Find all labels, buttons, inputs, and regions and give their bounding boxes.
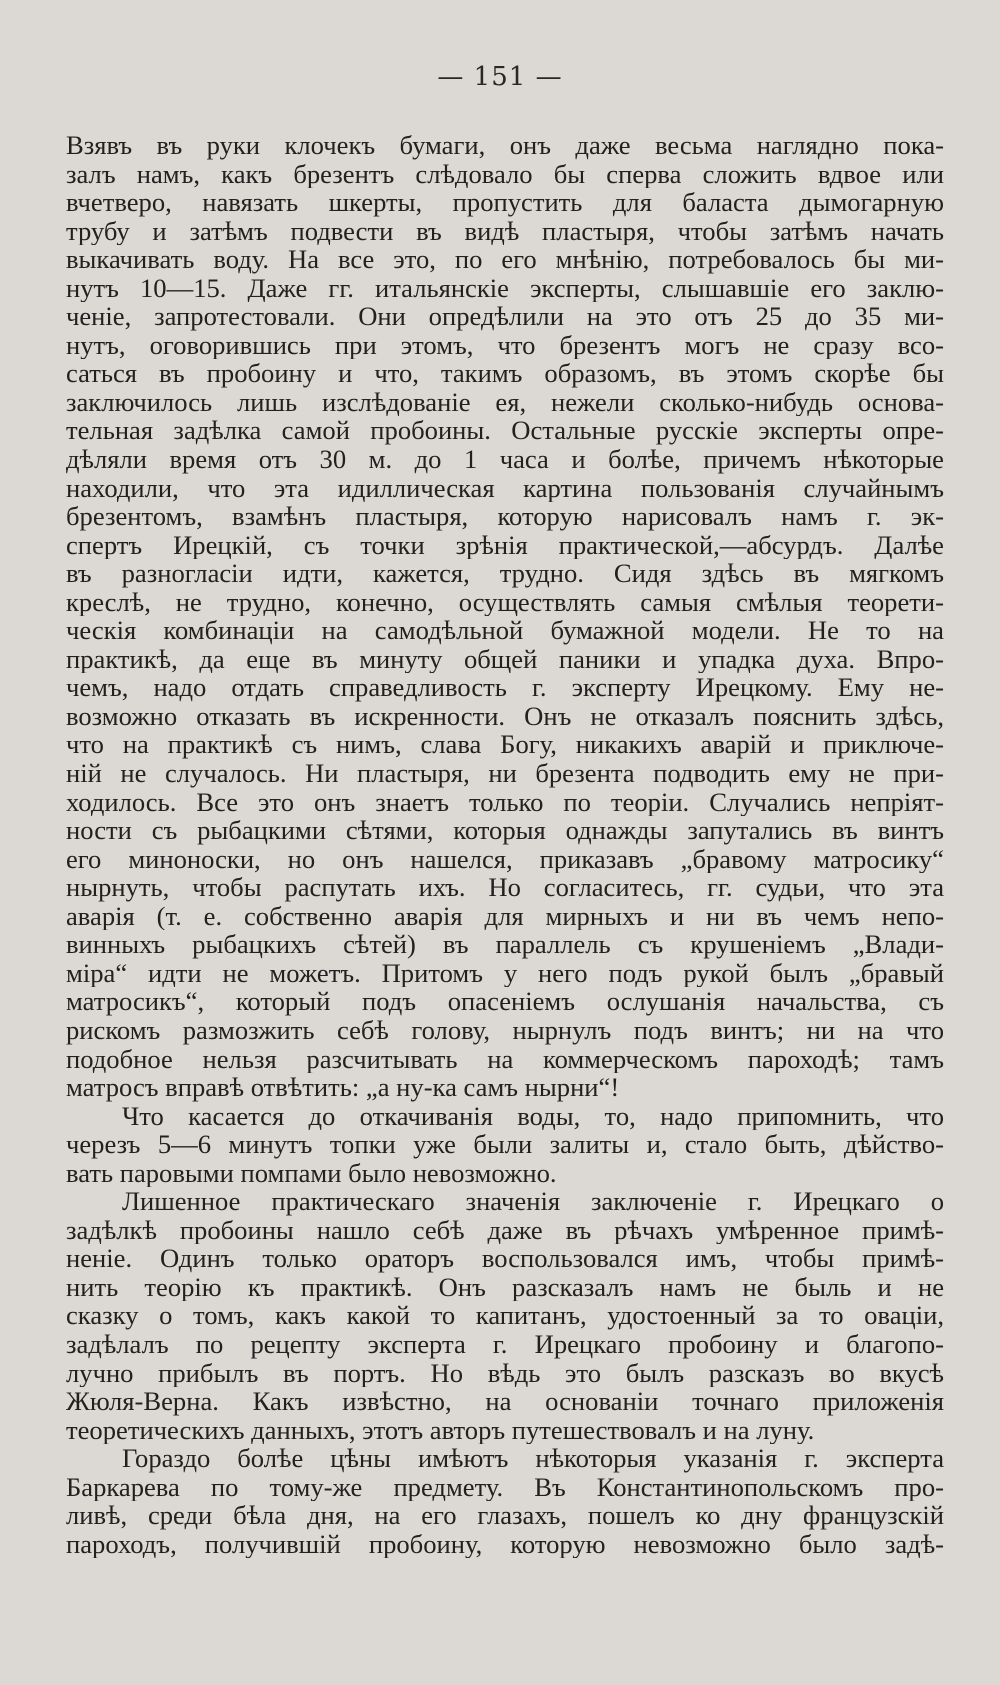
text-line: выкачивать воду. На все это, по его мнѣнію, потребовалось бы ми-: [66, 245, 944, 274]
text-line: задѣлкѣ пробоины нашло себѣ даже въ рѣчахъ умѣренное примѣ-: [66, 1215, 944, 1245]
text-line: ливѣ, среди бѣла дня, на его глазахъ, пошелъ ко дну французскій: [66, 1501, 944, 1530]
text-line: чемъ, надо отдать справедливость г. эксперту Ирецкому. Ему не-: [66, 673, 944, 702]
text-line: въ разногласіи идти, кажется, трудно. Сидя здѣсь въ мягкомъ: [66, 559, 944, 588]
text-line: черезъ 5—6 минутъ топки уже были залиты и, стало быть, дѣйство-: [66, 1130, 944, 1159]
body-text: [66, 131, 944, 1558]
text-line: нутъ 10—15. Даже гг. итальянскіе эксперты, слышавшіе его заклю-: [66, 273, 944, 303]
text-line: трубу и затѣмъ подвести въ видѣ пластыря, чтобы затѣмъ начать: [66, 216, 944, 246]
text-line: вать паровыми помпами было невозможно.: [66, 1158, 557, 1188]
text-line: ческія комбинаціи на самодѣльной бумажной модели. Не то на: [66, 616, 944, 645]
text-line: Лишенное практическаго значенія заключеніе г. Ирецкаго о: [122, 1187, 944, 1216]
text-line: Гораздо болѣе цѣны имѣютъ нѣкоторыя указанія г. эксперта: [122, 1444, 944, 1473]
text-line: задѣлалъ по рецепту эксперта г. Ирецкаго пробоину и благопо-: [66, 1329, 944, 1359]
text-line: ности съ рыбацкими сѣтями, которыя однажды запутались въ винтъ: [66, 816, 944, 845]
text-line: Жюля-Верна. Какъ извѣстно, на основаніи точнаго приложенія: [66, 1387, 944, 1416]
text-line: ній не случалось. Ни пластыря, ни брезента подводить ему не при-: [66, 759, 944, 788]
text-line: находили, что эта идиллическая картина пользованія случайнымъ: [66, 473, 944, 503]
text-line: міра“ идти не можетъ. Притомъ у него подъ рукой былъ „бравый: [66, 958, 944, 988]
text-line: спертъ Ирецкій, съ точки зрѣнія практической,—абсурдъ. Далѣе: [66, 530, 944, 560]
text-line: подобное нельзя разсчитывать на коммерческомъ пароходѣ; тамъ: [66, 1044, 944, 1074]
text-line: возможно отказать въ искренности. Онъ не отказалъ пояснить здѣсь,: [66, 701, 944, 731]
text-line: тельная задѣлка самой пробоины. Остальные русскіе эксперты опре-: [66, 416, 944, 446]
text-line: его миноноски, но онъ нашелся, приказавъ „бравому матросику“: [66, 844, 944, 874]
text-line: ходилось. Все это онъ знаетъ только по теоріи. Случались непріят-: [66, 787, 944, 817]
text-line: Взявъ въ руки клочекъ бумаги, онъ даже весьма наглядно пока-: [66, 131, 944, 160]
text-line: теоретическихъ данныхъ, этотъ авторъ путешествовалъ и на луну.: [66, 1415, 815, 1445]
text-line: пароходъ, получившій пробоину, которую невозможно было задѣ-: [66, 1529, 944, 1559]
text-line: брезентомъ, взамѣнъ пластыря, которую нарисовалъ намъ г. эк-: [66, 502, 944, 531]
text-line: винныхъ рыбацкихъ сѣтей) въ параллель съ крушеніемъ „Влади-: [66, 930, 944, 959]
text-line: саться въ пробоину и что, такимъ образомъ, въ этомъ скорѣе бы: [66, 359, 944, 388]
text-line: вчетверо, навязать шкерты, пропустить для баласта дымогарную: [66, 188, 944, 217]
text-line: дѣляли время отъ 30 м. до 1 часа и болѣе, причемъ нѣкоторые: [66, 445, 944, 474]
text-line: неніе. Одинъ только ораторъ воспользовался имъ, чтобы примѣ-: [66, 1244, 944, 1273]
text-line: рискомъ размозжить себѣ голову, нырнулъ подъ винтъ; ни на что: [66, 1015, 944, 1045]
text-line: креслѣ, не трудно, конечно, осуществлять самыя смѣлыя теорети-: [66, 587, 944, 617]
text-line: практикѣ, да еще въ минуту общей паники и упадка духа. Впро-: [66, 644, 944, 674]
text-line: что на практикѣ съ нимъ, слава Богу, никакихъ аварій и приключе-: [66, 730, 944, 760]
text-line: матросъ вправѣ отвѣтить: „а ну-ка самъ нырни“!: [66, 1073, 620, 1102]
page-number: — 151 —: [437, 62, 563, 92]
text-line: матросикъ“, который подъ опасеніемъ ослушанія начальства, съ: [66, 987, 944, 1016]
text-line: сказку о томъ, какъ какой то капитанъ, удостоенный за то оваціи,: [66, 1301, 944, 1330]
text-line: заключилось лишь изслѣдованіе ея, нежели сколько-нибудь основа-: [66, 387, 944, 417]
text-line: нить теорію къ практикѣ. Онъ разсказалъ намъ не быль и не: [66, 1272, 944, 1302]
text-line: Баркарева по тому-же предмету. Въ Константинопольскомъ про-: [66, 1472, 944, 1502]
text-line: нутъ, оговорившись при этомъ, что брезентъ могъ не сразу всо-: [66, 330, 944, 360]
text-line: залъ намъ, какъ брезентъ слѣдовало бы сперва сложить вдвое или: [66, 159, 944, 189]
text-line: нырнуть, чтобы распутать ихъ. Но согласитесь, гг. судьи, что эта: [66, 873, 944, 902]
text-line: ченіе, запротестовали. Они опредѣлили на это отъ 25 до 35 ми-: [66, 302, 944, 331]
text-line: Что касается до откачиванія воды, то, надо припомнить, что: [122, 1101, 944, 1131]
text-line: аварія (т. е. собственно аварія для мирныхъ и ни въ чемъ непо-: [66, 901, 944, 931]
text-line: лучно прибылъ въ портъ. Но вѣдь это былъ разсказъ во вкусѣ: [66, 1358, 944, 1388]
